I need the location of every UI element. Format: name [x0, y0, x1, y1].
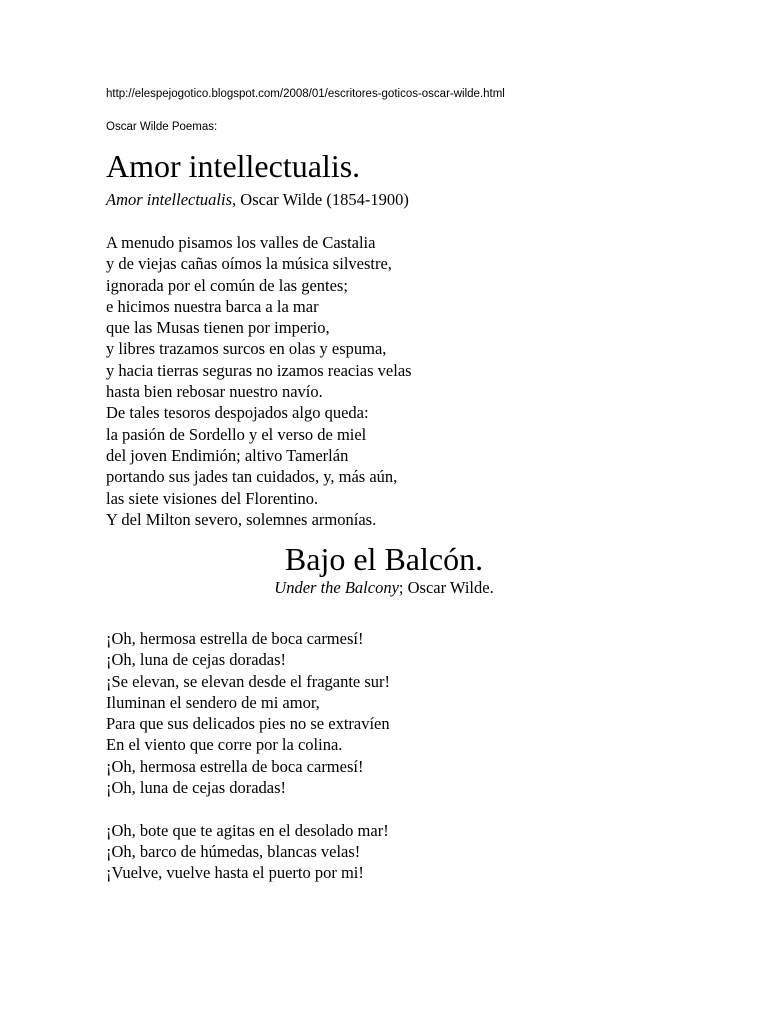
poem-line: ¡Se elevan, se elevan desde el fragante sur!: [106, 671, 391, 691]
poem-line: ¡Oh, luna de cejas doradas!: [106, 650, 287, 670]
poem-line: ¡Oh, hermosa estrella de boca carmesí!: [106, 629, 364, 648]
poem2-subtitle-rest: ; Oscar Wilde.: [398, 578, 494, 597]
poem1-body: [106, 232, 412, 530]
poem-line: De tales tesoros despojados algo queda:: [106, 403, 369, 423]
poem-line: Iluminan el sendero de mi amor,: [106, 692, 320, 712]
poem-line: ¡Oh, hermosa estrella de boca carmesí!: [106, 756, 364, 776]
poem-line: ¡Oh, barco de húmedas, blancas velas!: [106, 841, 361, 861]
poem-line: hasta bien rebosar nuestro navío.: [106, 382, 323, 402]
poem1-title: Amor intellectualis.: [106, 148, 361, 184]
poem2-title: Bajo el Balcón.: [284, 541, 484, 577]
poem2-subtitle-italic: Under the Balcony: [274, 578, 399, 597]
poem-line: las siete visiones del Florentino.: [106, 488, 319, 508]
poem-line: ¡Oh, luna de cejas doradas!: [106, 778, 287, 798]
header-label: Oscar Wilde Poemas:: [106, 121, 218, 133]
poem-line: ignorada por el común de las gentes;: [106, 275, 348, 295]
poem2-body: [106, 628, 390, 884]
poem-line: ¡Vuelve, vuelve hasta el puerto por mi!: [106, 863, 364, 883]
stanza-break: [106, 798, 390, 819]
poem-line: que las Musas tienen por imperio,: [106, 318, 330, 338]
poem-line: la pasión de Sordello y el verso de miel: [106, 424, 367, 444]
poem1-subtitle: [106, 189, 409, 211]
poem-line: Para que sus delicados pies no se extravíen: [106, 714, 390, 734]
poem-line: del joven Endimión; altivo Tamerlán: [106, 445, 349, 465]
poem2-subtitle: [0, 577, 768, 599]
poem1-subtitle-italic: Amor intellectualis: [106, 190, 233, 209]
poem-line: A menudo pisamos los valles de Castalia: [106, 233, 376, 252]
poem-line: Y del Milton severo, solemnes armonías.: [106, 509, 377, 529]
poem-line: portando sus jades tan cuidados, y, más aún,: [106, 467, 398, 487]
poem-line: ¡Oh, bote que te agitas en el desolado mar!: [106, 820, 389, 840]
poem-line: y de viejas cañas oímos la música silvestre,: [106, 254, 392, 274]
poem-line: e hicimos nuestra barca a la mar: [106, 296, 319, 316]
poem-line: y libres trazamos surcos en olas y espuma,: [106, 339, 387, 359]
poem-line: y hacia tierras seguras no izamos reacias velas: [106, 360, 412, 380]
source-url: http://elespejogotico.blogspot.com/2008/01/escritores-goticos-oscar-wilde.html: [106, 88, 505, 100]
poem1-subtitle-rest: , Oscar Wilde (1854-1900): [232, 190, 409, 209]
poem-line: En el viento que corre por la colina.: [106, 735, 343, 755]
